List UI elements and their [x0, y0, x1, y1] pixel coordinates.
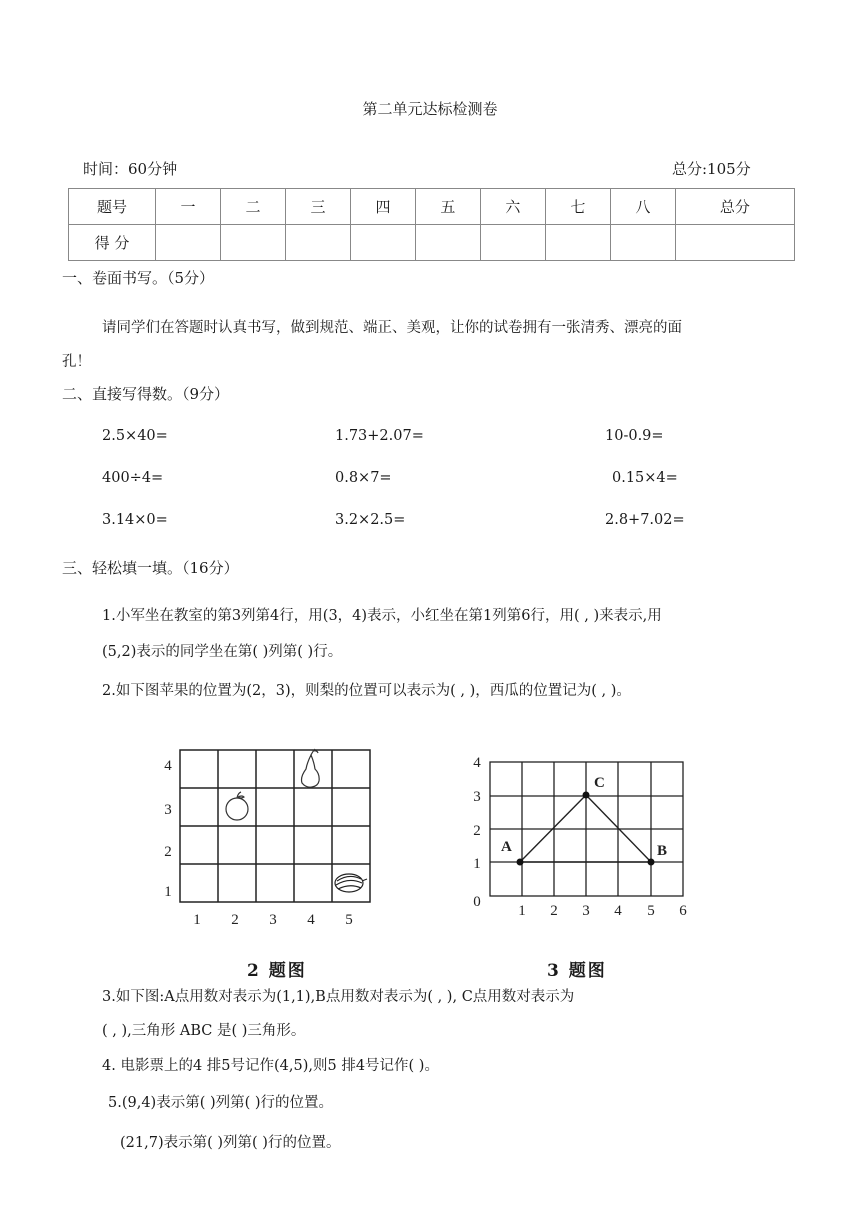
- y-tick-label: 2: [164, 844, 172, 860]
- table-header-cell: 总分: [675, 189, 794, 225]
- table-header-cell: 三: [285, 189, 350, 225]
- pear-icon: [302, 749, 320, 787]
- table-header-cell: 二: [220, 189, 285, 225]
- calc-item: 0.15×4=: [612, 470, 678, 486]
- question3-line2: ( , ),三角形 ABC 是( )三角形。: [102, 1023, 306, 1039]
- y-tick-label: 0: [473, 894, 481, 910]
- y-tick-label: 4: [164, 758, 172, 774]
- page-title: 第二单元达标检测卷: [362, 100, 498, 118]
- x-tick-label: 3: [269, 912, 277, 928]
- x-tick-label: 5: [345, 912, 353, 928]
- calc-item: 400÷4=: [102, 470, 164, 486]
- question5-line1: 5.(9,4)表示第( )列第( )行的位置。: [108, 1095, 334, 1111]
- score-table: [68, 188, 795, 261]
- score-cell[interactable]: [350, 225, 415, 261]
- figure3-grid: [465, 748, 700, 928]
- calc-item: 1.73+2.07=: [335, 428, 424, 444]
- score-cell[interactable]: [156, 225, 221, 261]
- x-tick-label: 1: [193, 912, 201, 928]
- score-cell[interactable]: [675, 225, 794, 261]
- score-row-label: 得 分: [69, 225, 156, 261]
- x-tick-label: 2: [231, 912, 239, 928]
- figure2-caption: 2 题图: [247, 961, 307, 981]
- y-tick-label: 2: [473, 823, 481, 839]
- apple-icon: [226, 792, 248, 820]
- score-table-score-row: [69, 225, 795, 261]
- calc-item: 3.14×0=: [102, 512, 168, 528]
- y-tick-label: 3: [164, 802, 172, 818]
- time-label: 时间：60分钟: [83, 160, 178, 178]
- figure2-grid: [150, 740, 390, 930]
- y-tick-label: 1: [473, 856, 481, 872]
- table-header-cell: 七: [545, 189, 610, 225]
- question1-line1: 1.小军坐在教室的第3列第4行，用(3，4)表示，小红坐在第1列第6行，用( , )来表示,用: [102, 608, 662, 624]
- question2: 2.如下图苹果的位置为(2，3)，则梨的位置可以表示为( , )，西瓜的位置记为( , )。: [102, 683, 631, 699]
- point-label: A: [501, 839, 512, 855]
- table-header-cell: 一: [156, 189, 221, 225]
- score-cell[interactable]: [415, 225, 480, 261]
- question3-line1: 3.如下图:A点用数对表示为(1,1),B点用数对表示为( , ), C点用数对表示为: [102, 989, 575, 1005]
- table-header-cell: 题号: [69, 189, 156, 225]
- table-header-cell: 六: [480, 189, 545, 225]
- total-score-label: 总分:105分: [672, 160, 751, 178]
- x-tick-label: 3: [582, 903, 590, 919]
- x-tick-label: 4: [614, 903, 622, 919]
- x-tick-label: 4: [307, 912, 315, 928]
- section3-heading: 三、轻松填一填。（16分）: [62, 559, 239, 577]
- calc-item: 10-0.9=: [605, 428, 664, 444]
- y-tick-label: 1: [164, 884, 172, 900]
- question5-line2: (21,7)表示第( )列第( )行的位置。: [120, 1135, 341, 1151]
- section1-text-line1: 请同学们在答题时认真书写，做到规范、端正、美观，让你的试卷拥有一张清秀、漂亮的面: [102, 320, 682, 336]
- watermelon-icon: [335, 874, 367, 892]
- point-label: C: [594, 775, 605, 791]
- question4: 4. 电影票上的4 排5号记作(4,5),则5 排4号记作( )。: [102, 1058, 439, 1074]
- score-cell[interactable]: [480, 225, 545, 261]
- score-cell[interactable]: [610, 225, 675, 261]
- table-header-cell: 八: [610, 189, 675, 225]
- x-tick-label: 6: [679, 903, 687, 919]
- x-tick-label: 1: [518, 903, 526, 919]
- x-tick-label: 5: [647, 903, 655, 919]
- x-tick-label: 2: [550, 903, 558, 919]
- score-table-header-row: [69, 189, 795, 225]
- calc-item: 2.5×40=: [102, 428, 168, 444]
- section1-heading: 一、卷面书写。（5分）: [62, 269, 215, 287]
- y-tick-label: 4: [473, 755, 481, 771]
- point-c: [583, 792, 590, 799]
- score-cell[interactable]: [285, 225, 350, 261]
- score-cell[interactable]: [545, 225, 610, 261]
- question1-line2: (5,2)表示的同学坐在第( )列第( )行。: [102, 644, 343, 660]
- section1-text-line2: 孔！: [62, 354, 91, 370]
- point-a: [517, 859, 524, 866]
- y-tick-label: 3: [473, 789, 481, 805]
- calc-item: 0.8×7=: [335, 470, 392, 486]
- calc-item: 3.2×2.5=: [335, 512, 406, 528]
- calc-item: 2.8+7.02=: [605, 512, 685, 528]
- score-cell[interactable]: [220, 225, 285, 261]
- section2-heading: 二、直接写得数。（9分）: [62, 385, 230, 403]
- point-b: [648, 859, 655, 866]
- figure3-caption: 3 题图: [547, 961, 607, 981]
- table-header-cell: 四: [350, 189, 415, 225]
- table-header-cell: 五: [415, 189, 480, 225]
- point-label: B: [657, 843, 668, 859]
